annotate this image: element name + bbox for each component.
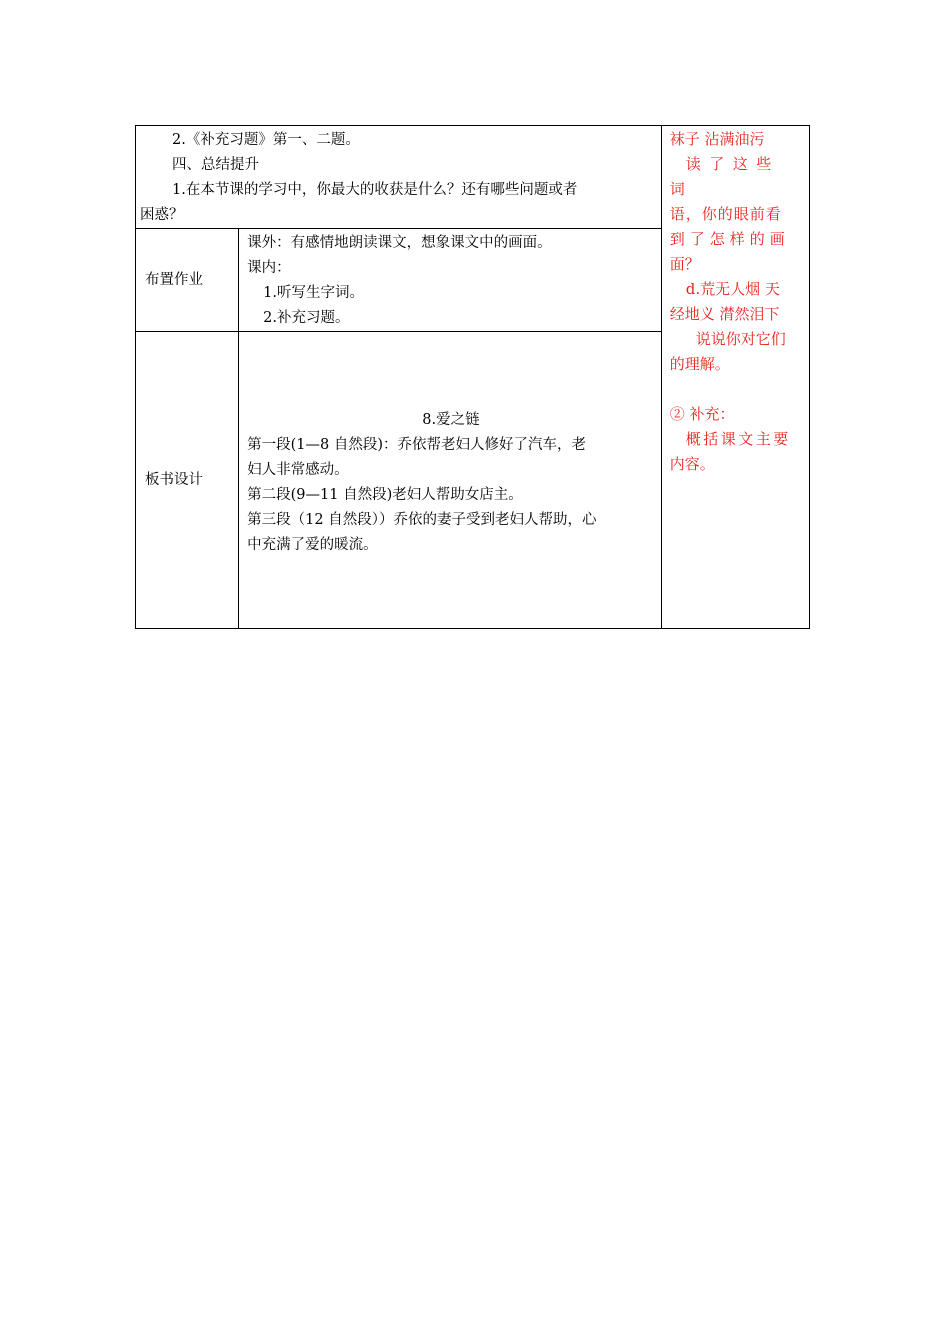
summary-line-exercise: 2.《补充习题》第一、二题。 xyxy=(172,132,360,148)
homework-inside-title: 课内： xyxy=(247,260,291,276)
note-line: 的理解。 xyxy=(669,355,730,373)
board-para-3-line-1: 第三段（12 自然段））乔依的妻子受到老妇人帮助，心 xyxy=(247,512,597,528)
note-line: 经地义 潸然泪下 xyxy=(669,305,780,323)
summary-cell xyxy=(136,126,662,229)
note-line: 内容。 xyxy=(669,455,715,473)
board-para-1-line-1: 第一段(1—8 自然段)：乔依帮老妇人修好了汽车，老 xyxy=(247,437,587,453)
board-title: 8.爱之链 xyxy=(422,412,480,428)
lesson-plan-table xyxy=(135,125,810,629)
summary-line-heading: 四、总结提升 xyxy=(172,157,259,173)
board-label: 板书设计 xyxy=(136,332,239,629)
note-line: 面？ xyxy=(669,255,700,273)
homework-label: 布置作业 xyxy=(136,229,239,332)
note-line: 说说你对它们 xyxy=(695,330,786,348)
homework-content xyxy=(239,229,662,332)
note-line: 语，你的眼前看 xyxy=(669,205,782,223)
note-line: ② 补充： xyxy=(669,405,735,423)
note-line: 读了这些词 xyxy=(669,155,780,198)
board-para-3-line-2: 中充满了爱的暖流。 xyxy=(247,537,378,553)
summary-line-question: 1.在本节课的学习中，你最大的收获是什么？还有哪些问题或者 xyxy=(172,182,578,198)
board-para-2-line-1: 第二段(9—11 自然段)老妇人帮助女店主。 xyxy=(247,487,523,503)
note-gap xyxy=(670,377,803,402)
summary-line-question-cont: 困惑？ xyxy=(140,207,184,223)
note-line: 概括课文主要 xyxy=(685,430,791,448)
homework-item: 1.听写生字词。 xyxy=(263,285,364,301)
teacher-notes-cell xyxy=(661,126,809,629)
board-para-1-line-2: 妇人非常感动。 xyxy=(247,462,349,478)
note-line: 袜子 沾满油污 xyxy=(669,130,765,148)
homework-item: 2.补充习题。 xyxy=(263,310,350,326)
table-row-summary xyxy=(136,126,810,229)
board-content xyxy=(239,332,662,629)
note-line: d.荒无人烟 天 xyxy=(685,280,780,298)
homework-outside: 课外：有感情地朗读课文，想象课文中的画面。 xyxy=(247,235,552,251)
note-line: 到了怎样的画 xyxy=(669,230,790,248)
